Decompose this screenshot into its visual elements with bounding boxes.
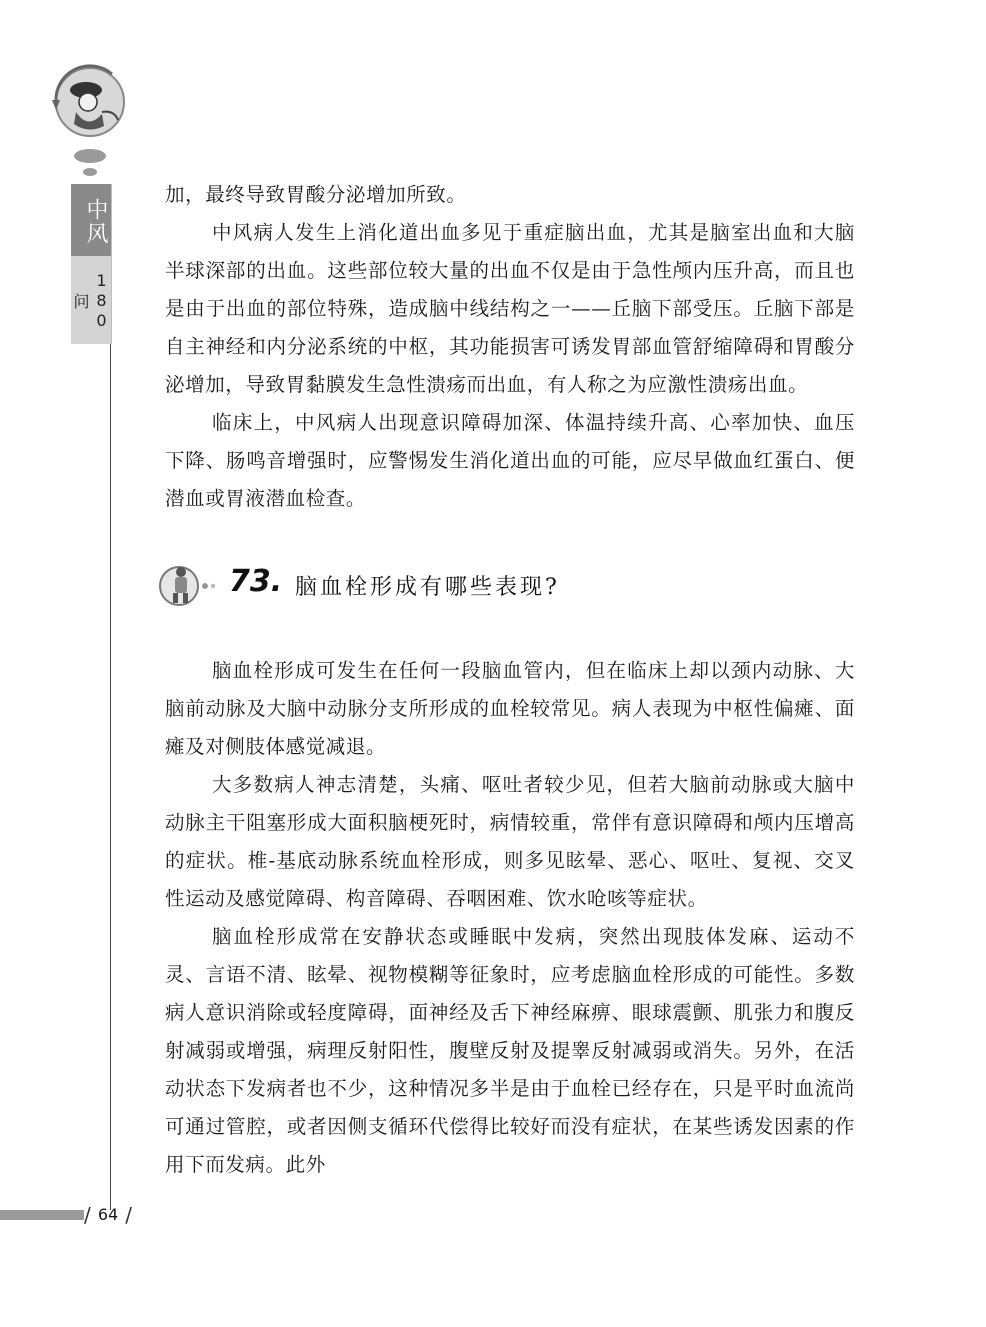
paragraph: 大多数病人神志清楚，头痛、呕吐者较少见，但若大脑前动脉或大脑中动脉主干阻塞形成大面积脑梗死时，病情较重，常伴有意识障碍和颅内压增高的症状。椎-基底动脉系统血栓形成，则多见眩晕、恶心、呕吐、复视、交叉性运动及感觉障碍、构音障碍、吞咽困难、饮水呛咳等症状。 — [165, 773, 855, 910]
section-title: 脑血栓形成有哪些表现? — [295, 575, 560, 600]
paragraph: 临床上，中风病人出现意识障碍加深、体温持续升高、心率加快、血压下降、肠鸣音增强时，应警惕发生消化道出血的可能，应尽早做血红蛋白、便潜血或胃液潜血检查。 — [165, 411, 855, 510]
page-body — [165, 176, 855, 1184]
page-number-box — [84, 1202, 132, 1228]
slash-left-icon: / — [84, 1203, 91, 1227]
margin-rule — [110, 344, 111, 1210]
slash-right-icon: / — [125, 1203, 132, 1227]
paragraph: 脑血栓形成常在安静状态或睡眠中发病，突然出现肢体发麻、运动不灵、言语不清、眩晕、视物模糊等征象时，应考虑脑血栓形成的可能性。多数病人意识消除或轻度障碍，面神经及舌下神经麻痹、眼球震颤、肌张力和腹反射减弱或增强，病理反射阳性，腹壁反射及提睾反射减弱或消失。另外，在活动状态下发病者也不少，这种情况多半是由于血栓已经存在，只是平时血流尚可通过管腔，或者因侧支循环代偿得比较好而没有症状，在某些诱发因素的作用下而发病。此外 — [165, 925, 855, 1176]
section-number: 73. — [229, 564, 283, 599]
page-number-bar — [0, 1210, 84, 1220]
paragraph: 中风病人发生上消化道出血多见于重症脑出血，尤其是脑室出血和大脑半球深部的出血。这些部位较大量的出血不仅是由于急性颅内压升高，而且也是由于出血的部位特殊，造成脑中线结构之一——丘脑下部受压。丘脑下部是自主神经和内分泌系统的中枢，其功能损害可诱发胃部血管舒缩障碍和胃酸分泌增加，导致胃黏膜发生急性溃疡而出血，有人称之为应激性溃疡出血。 — [165, 221, 855, 396]
chapter-side-tab — [71, 184, 112, 344]
page-number: 64 — [97, 1205, 119, 1224]
paragraph: 脑血栓形成可发生在任何一段脑血管内，但在临床上却以颈内动脉、大脑前动脉及大脑中动脉分支所形成的血栓较常见。病人表现为中枢性偏瘫、面瘫及对侧肢体感觉减退。 — [165, 659, 855, 758]
doctor-figure-icon — [159, 560, 219, 610]
paragraph: 加，最终导致胃酸分泌增加所致。 — [165, 183, 467, 206]
book-subtitle: 180问 — [71, 271, 111, 331]
section-heading — [159, 552, 855, 612]
book-title: 中风 — [83, 198, 108, 246]
cartoon-mascot-logo-icon — [42, 60, 138, 180]
